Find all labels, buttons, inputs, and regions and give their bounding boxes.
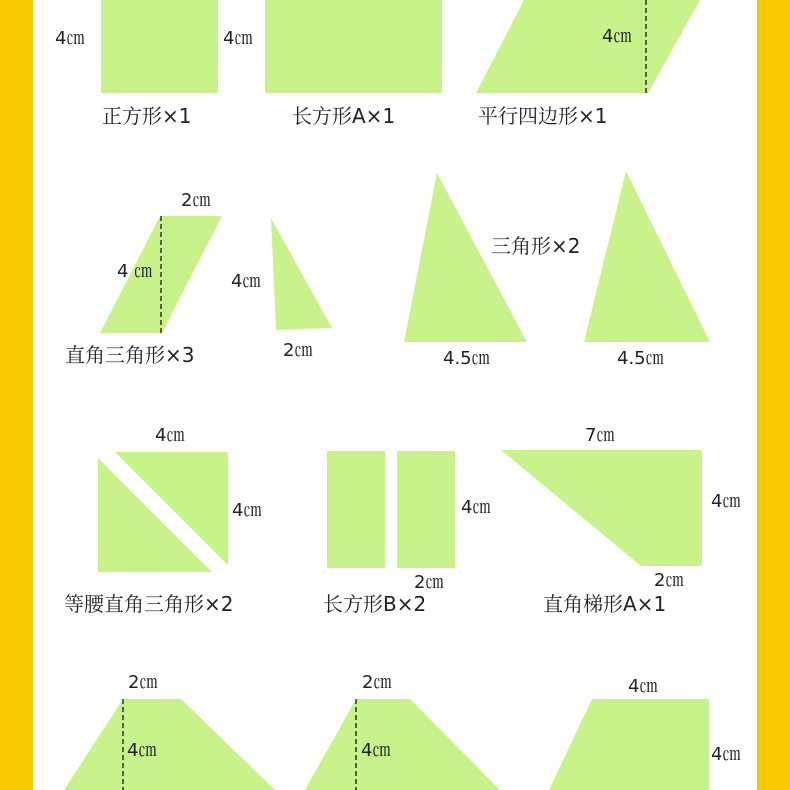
- trapezoid-a-top-label: 7㎝: [585, 425, 615, 446]
- right-trapezoid-a-shape: [501, 450, 702, 566]
- trapezoid-bottom-middle-shape: [305, 699, 500, 790]
- rectangle-b-left-shape: [327, 451, 385, 568]
- square-name-label: 正方形×1: [102, 104, 192, 128]
- bottom-middle-top-label: 2㎝: [362, 672, 392, 693]
- right-triangle-base-label: 2㎝: [283, 340, 313, 361]
- right-triangle-height-label: 4㎝: [231, 271, 261, 292]
- rectangle-a-shape: [265, 0, 442, 93]
- square-side-label: 4㎝: [55, 28, 85, 49]
- parallelogram-name-label: 平行四边形×1: [478, 104, 608, 128]
- bottom-right-top-label: 4㎝: [628, 676, 658, 697]
- right-triangle-shape: [271, 218, 332, 330]
- bottom-middle-height-label: 4㎝: [361, 740, 391, 761]
- rectangle-b-right-shape: [397, 451, 455, 568]
- right-triangle-parallelogram-top-label: 2㎝: [181, 190, 211, 211]
- bottom-left-height-label: 4㎝: [127, 740, 157, 761]
- rectangle-a-side-label: 4㎝: [223, 28, 253, 49]
- parallelogram-height-label: 4㎝: [602, 26, 632, 47]
- right-triangle-name-label: 直角三角形×3: [65, 343, 195, 367]
- bottom-left-top-label: 2㎝: [128, 672, 158, 693]
- trapezoid-a-bottom-label: 2㎝: [654, 570, 684, 591]
- isosceles-top-label: 4㎝: [155, 425, 185, 446]
- trapezoid-a-right-label: 4㎝: [711, 491, 741, 512]
- triangle-left-base-label: 4.5㎝: [443, 348, 490, 369]
- right-triangle-parallelogram-height-label: 4 ㎝: [117, 261, 153, 282]
- square-shape: [101, 0, 218, 93]
- bottom-right-side-label: 4㎝: [711, 744, 741, 765]
- triangle-right-shape: [584, 171, 710, 342]
- isosceles-side-label: 4㎝: [232, 500, 262, 521]
- triangle-name-label: 三角形×2: [491, 234, 581, 258]
- trapezoid-bottom-right-shape: [549, 699, 709, 790]
- parallelogram-shape: [476, 0, 700, 93]
- trapezoid-bottom-left-shape: [64, 699, 275, 790]
- isosceles-name-label: 等腰直角三角形×2: [64, 592, 234, 616]
- triangle-right-base-label: 4.5㎝: [617, 348, 664, 369]
- rectangle-b-width-label: 2㎝: [414, 572, 444, 593]
- rectangle-a-name-label: 长方形A×1: [292, 104, 396, 128]
- rectangle-b-name-label: 长方形B×2: [323, 592, 427, 616]
- trapezoid-a-name-label: 直角梯形A×1: [543, 592, 667, 616]
- rectangle-b-height-label: 4㎝: [461, 497, 491, 518]
